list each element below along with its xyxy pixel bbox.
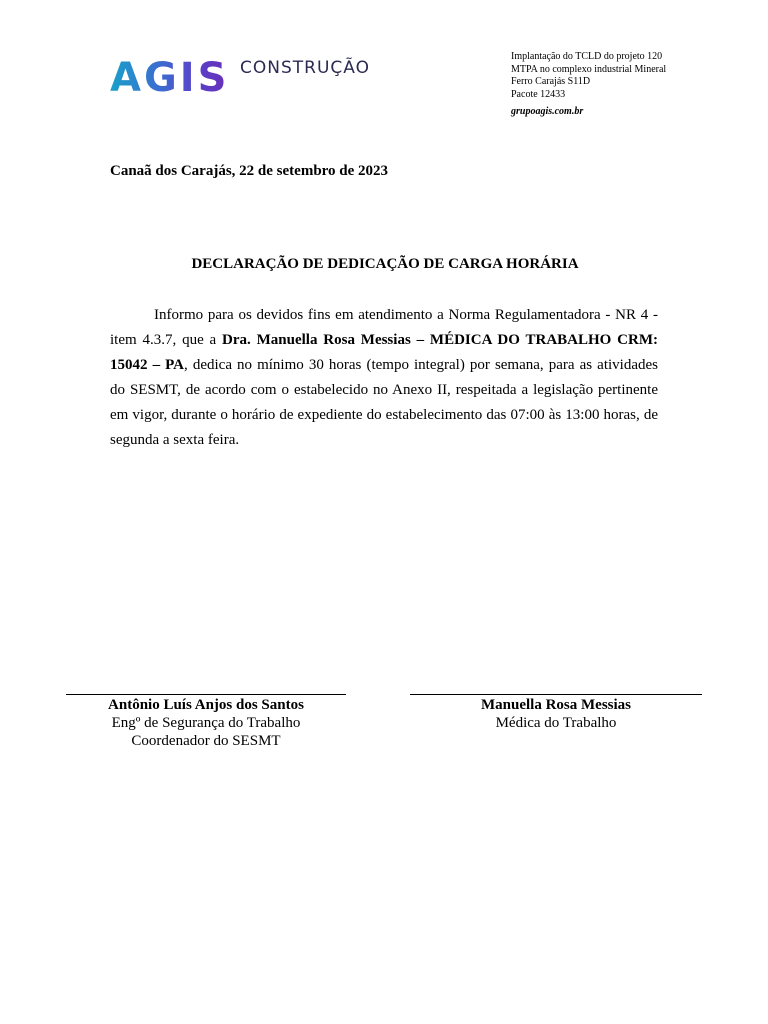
signer-role: Coordenador do SESMT xyxy=(131,733,281,749)
info-line: Ferro Carajás S11D xyxy=(511,76,591,87)
signature-block-left xyxy=(66,694,346,750)
doctor-identification: Dra. Manuella Rosa Messias – MÉDICA DO TRABALHO CRM: 15042 – PA xyxy=(110,332,658,373)
signer-name: Manuella Rosa Messias xyxy=(481,697,631,713)
logo-word: CONSTRUÇÃO xyxy=(240,58,370,78)
document-title: DECLARAÇÃO DE DEDICAÇÃO DE CARGA HORÁRIA xyxy=(191,256,579,272)
info-line: Implantação do TCLD do projeto 120 xyxy=(511,51,663,62)
date-line: Canaã dos Carajás, 22 de setembro de 2023 xyxy=(110,163,389,179)
signer-role: Engº de Segurança do Trabalho xyxy=(111,715,301,731)
website-link[interactable]: grupoagis.com.br xyxy=(511,106,584,117)
signer-role: Médica do Trabalho xyxy=(495,715,617,731)
info-line: MTPA no complexo industrial Mineral xyxy=(511,63,667,75)
signature-block-right xyxy=(410,694,702,732)
body-part2: , dedica no mínimo 30 horas (tempo integral) por semana, para as atividades do SESMT, de acordo com o estabelecido no Anexo II, respeitada a legislação pertinente em vigor, durante o horário de expediente do estabelecimento das 07:00 às 13:00 horas, de segunda a sexta feira. xyxy=(110,357,658,448)
signature-line xyxy=(66,694,346,695)
declaration-paragraph xyxy=(110,303,658,453)
header-project-info xyxy=(511,51,711,119)
info-line: Pacote 12433 xyxy=(511,88,566,100)
signature-line xyxy=(410,694,702,695)
signer-name: Antônio Luís Anjos dos Santos xyxy=(108,697,304,713)
body-part1: Informo para os devidos fins em atendimento a Norma Regulamentadora - NR 4 - item 4.3.7, que a xyxy=(110,307,658,348)
logo-mark: AGIS xyxy=(110,55,230,101)
